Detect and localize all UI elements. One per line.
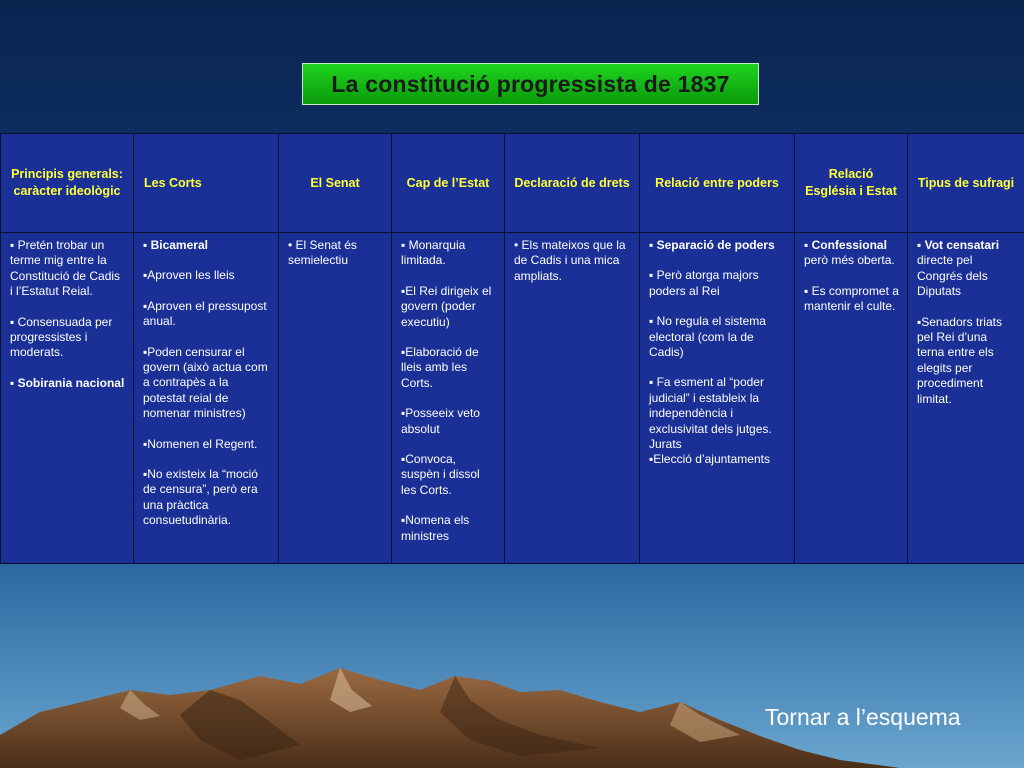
slide-title: La constitució progressista de 1837 xyxy=(331,70,730,97)
header-senat: El Senat xyxy=(279,134,392,233)
cell-senat: • El Senat és semielectiu xyxy=(279,233,392,564)
header-principis: Principis generals: caràcter ideològic xyxy=(1,134,134,233)
cell-cap-estat: ▪ Monarquia limitada. ▪El Rei dirigeix el govern (poder executiu) ▪Elaboració de lleis amb les Corts. ▪Posseeix veto absolut ▪Convoca, suspèn i dissol les Corts. ▪Nomena els ministres xyxy=(392,233,505,564)
header-relacio-poders: Relació entre poders xyxy=(640,134,795,233)
cell-principis: ▪ Pretén trobar un terme mig entre la Constitució de Cadis i l’Estatut Reial. ▪ Consensuada per progressistes i moderats. ▪ Sobirania nacional xyxy=(1,233,134,564)
back-to-outline-link[interactable]: Tornar a l’esquema xyxy=(765,704,961,730)
header-sufragi: Tipus de sufragi xyxy=(908,134,1024,233)
table-header-row xyxy=(1,134,1024,233)
header-corts: Les Corts xyxy=(134,134,279,233)
cell-declaracio: • Els mateixos que la de Cadis i una mica ampliats. xyxy=(505,233,640,564)
cell-esglesia-estat: ▪ Confessional però més oberta. ▪ Es compromet a mantenir el culte. xyxy=(795,233,908,564)
slide-title-box xyxy=(302,63,759,105)
header-declaracio: Declaració de drets xyxy=(505,134,640,233)
cell-relacio-poders: ▪ Separació de poders ▪ Però atorga majors poders al Rei ▪ No regula el sistema electoral (com la de Cadis) ▪ Fa esment al “poder judicial” i estableix la independència i exclusivitat dels jutges. Jurats ▪Elecció d’ajuntaments xyxy=(640,233,795,564)
header-cap-estat: Cap de l’Estat xyxy=(392,134,505,233)
header-esglesia-estat: Relació Església i Estat xyxy=(795,134,908,233)
cell-corts: ▪ Bicameral ▪Aproven les lleis ▪Aproven el pressupost anual. ▪Poden censurar el govern (això actua com a contrapès a la potestat reial de nomenar ministres) ▪Nomenen el Regent. ▪No existeix la “moció de censura”, però era una pràctica consuetudinària. xyxy=(134,233,279,564)
cell-sufragi: ▪ Vot censatari directe pel Congrés dels Diputats ▪Senadors triats pel Rei d’una terna entre els elegits per procediment limitat. xyxy=(908,233,1024,564)
table-body-row xyxy=(1,233,1024,564)
constitution-table xyxy=(0,133,1024,564)
